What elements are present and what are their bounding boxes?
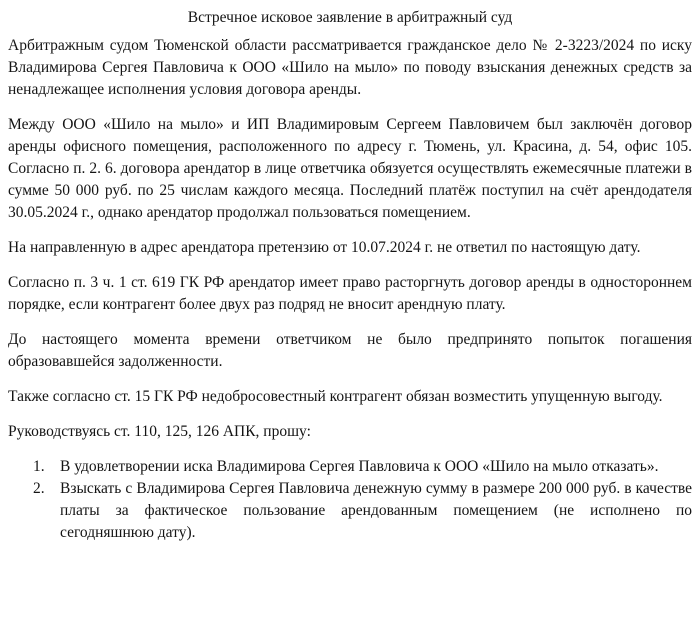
list-item-marker: 2. (33, 480, 45, 497)
paragraph-no-repayment: До настоящего момента времени ответчиком не было предпринято попыток погашения образовавшейся задолженности. (8, 331, 692, 370)
document-title: Встречное исковое заявление в арбитражный суд (187, 9, 513, 26)
petition-list (8, 456, 692, 544)
list-item-marker: 1. (33, 458, 45, 475)
list-item-reject-claim (33, 456, 692, 478)
paragraph-petition-lead: Руководствуясь ст. 110, 125, 126 АПК, прошу: (8, 423, 311, 440)
paragraph-law-15: Также согласно ст. 15 ГК РФ недобросовестный контрагент обязан возместить упущенную выгоду. (8, 388, 663, 405)
paragraph-claim-letter: На направленную в адрес арендатора претензию от 10.07.2024 г. не ответил по настоящую дату. (8, 239, 641, 256)
list-item-text: Взыскать с Владимирова Сергея Павловича денежную сумму в размере 200 000 руб. в качестве платы за фактическое пользование арендованным помещением (не исполнено по сегодняшнюю дату). (60, 480, 692, 541)
paragraph-contract-details: Между ООО «Шило на мыло» и ИП Владимировым Сергеем Павловичем был заключён договор аренды офисного помещения, расположенного по адресу г. Тюмень, ул. Красина, д. 54, офис 105. Согласно п. 2. 6. договора арендатор в лице ответчика обязуется осуществлять ежемесячные платежи в сумме 50 000 руб. по 25 числам каждого месяца. Последний платёж поступил на счёт арендодателя 30.05.2024 г., однако арендатор продолжал пользоваться помещением. (8, 116, 692, 221)
list-item-recover-money (33, 478, 692, 544)
list-item-text: В удовлетворении иска Владимирова Сергея Павловича к ООО «Шило на мыло отказать». (60, 458, 659, 475)
paragraph-law-619: Согласно п. 3 ч. 1 ст. 619 ГК РФ арендатор имеет право расторгнуть договор аренды в одностороннем порядке, если контрагент более двух раз подряд не вносит арендную плату. (8, 274, 692, 313)
paragraph-case-intro: Арбитражным судом Тюменской области рассматривается гражданское дело № 2-3223/2024 по иску Владимирова Сергея Павловича к ООО «Шило на мыло» по поводу взыскания денежных средств за ненадлежащее исполнения условия договора аренды. (8, 37, 692, 98)
